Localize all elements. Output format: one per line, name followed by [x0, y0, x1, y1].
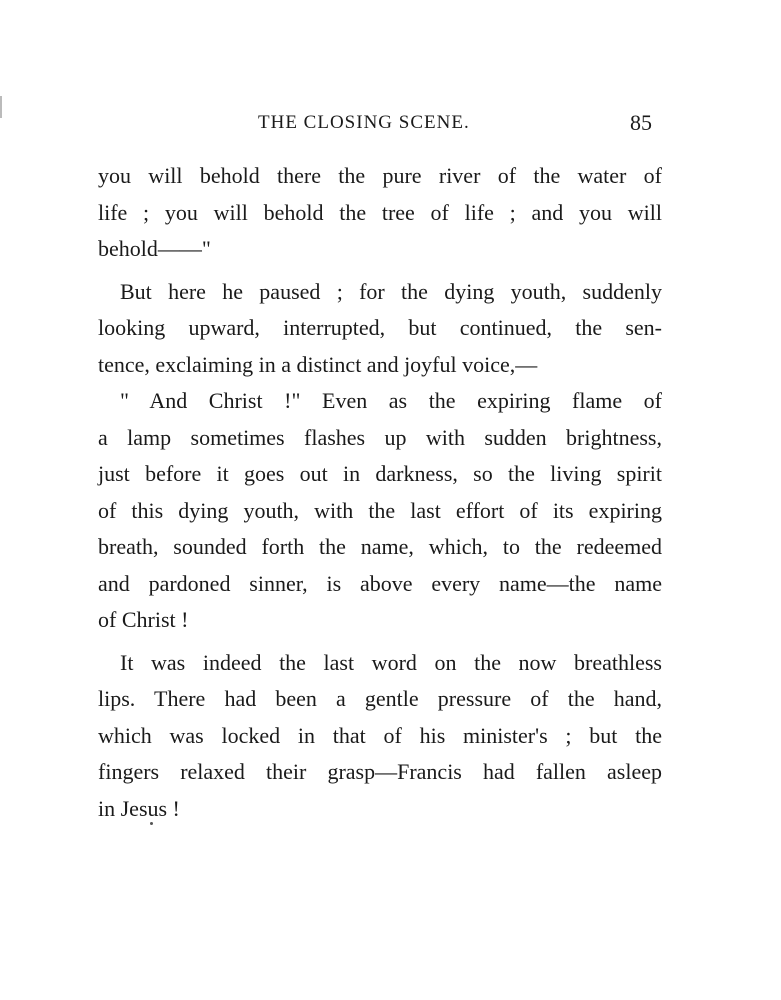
paragraph-4 [98, 645, 662, 828]
text-line: " And Christ !" Even as the expiring flame of [120, 388, 662, 413]
text-line: But here he paused ; for the dying youth, suddenly [120, 278, 662, 304]
body-text [98, 158, 662, 827]
ink-speck [150, 822, 153, 825]
running-head [0, 108, 781, 138]
page-number: 85 [630, 110, 652, 135]
running-title: THE CLOSING SCENE. [258, 112, 470, 133]
text-line: just before it goes out in darkness, so the living spirit [98, 461, 662, 486]
text-line: behold——" [98, 236, 211, 261]
text-line: you will behold there the pure river of the water of [98, 163, 662, 188]
text-line: lips. There had been a gentle pressure of the hand, [98, 686, 662, 711]
text-line: tence, exclaiming in a distinct and joyful voice,— [98, 351, 538, 377]
paragraph-2 [98, 274, 662, 384]
text-line: and pardoned sinner, is above every name—the name [98, 570, 662, 596]
paragraph-1 [98, 158, 662, 268]
text-line: in Jesus ! [98, 795, 180, 821]
text-line: which was locked in that of his minister's ; but the [98, 722, 662, 748]
text-line: life ; you will behold the tree of life ; and you will [98, 199, 662, 225]
text-line: a lamp sometimes flashes up with sudden brightness, [98, 424, 662, 450]
text-line: of this dying youth, with the last effort of its expiring [98, 497, 662, 523]
text-line: looking upward, interrupted, but continued, the sen- [98, 315, 662, 340]
text-line: It was indeed the last word on the now breathless [120, 649, 662, 675]
text-line: breath, sounded forth the name, which, to the redeemed [98, 534, 662, 559]
text-line: of Christ ! [98, 607, 189, 632]
paragraph-3 [98, 383, 662, 639]
text-line: fingers relaxed their grasp—Francis had fallen asleep [98, 759, 662, 784]
